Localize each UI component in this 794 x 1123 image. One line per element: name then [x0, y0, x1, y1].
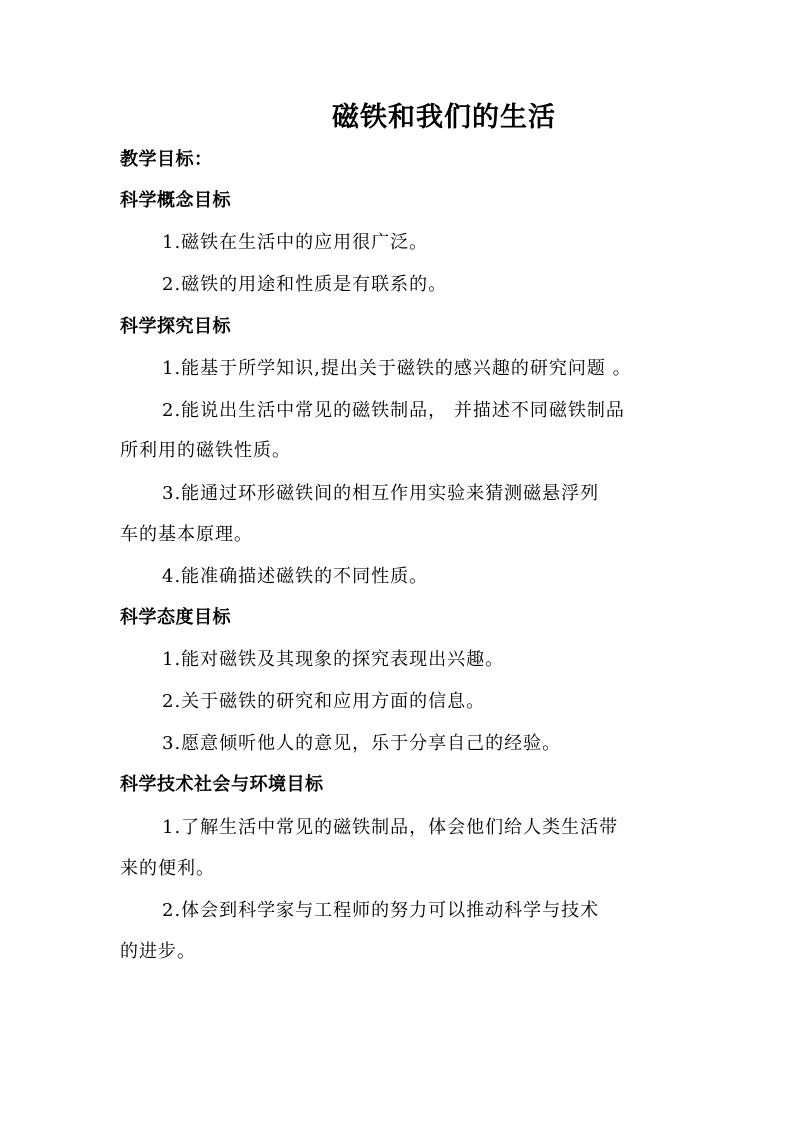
list-item: 1.能基于所学知识,提出关于磁铁的感兴趣的研究问题 。: [162, 358, 632, 379]
section-heading-attitude: 科学态度目标: [120, 607, 231, 628]
list-item-continuation: 的进步。: [120, 941, 196, 962]
list-item-continuation: 车的基本原理。: [120, 524, 253, 545]
list-item: 1.能对磁铁及其现象的探究表现出兴趣。: [162, 649, 505, 670]
section-heading-concept: 科学概念目标: [120, 190, 231, 211]
list-item: 1.磁铁在生活中的应用很广泛。: [162, 232, 429, 253]
list-item: 3.愿意倾听他人的意见，乐于分享自己的经验。: [162, 733, 562, 754]
section-heading-inquiry: 科学探究目标: [120, 316, 231, 337]
list-item: 2.体会到科学家与工程师的努力可以推动科学与技术: [162, 900, 600, 921]
list-item: 3.能通过环形磁铁间的相互作用实验来猜测磁悬浮列: [162, 483, 600, 504]
list-item: 2.能说出生活中常见的磁铁制品， 并描述不同磁铁制品: [162, 400, 625, 421]
objectives-label: 教学目标：: [120, 149, 213, 170]
list-item-continuation: 来的便利。: [120, 858, 215, 879]
list-item: 1.了解生活中常见的磁铁制品，体会他们给人类生活带: [162, 817, 619, 838]
list-item: 2.关于磁铁的研究和应用方面的信息。: [162, 691, 486, 712]
list-item: 2.磁铁的用途和性质是有联系的。: [162, 274, 448, 295]
section-heading-stse: 科学技术社会与环境目标: [120, 774, 324, 795]
list-item: 4.能准确描述磁铁的不同性质。: [162, 566, 429, 587]
document-title: 磁铁和我们的生活: [332, 102, 556, 133]
list-item-continuation: 所利用的磁铁性质。: [120, 440, 291, 461]
